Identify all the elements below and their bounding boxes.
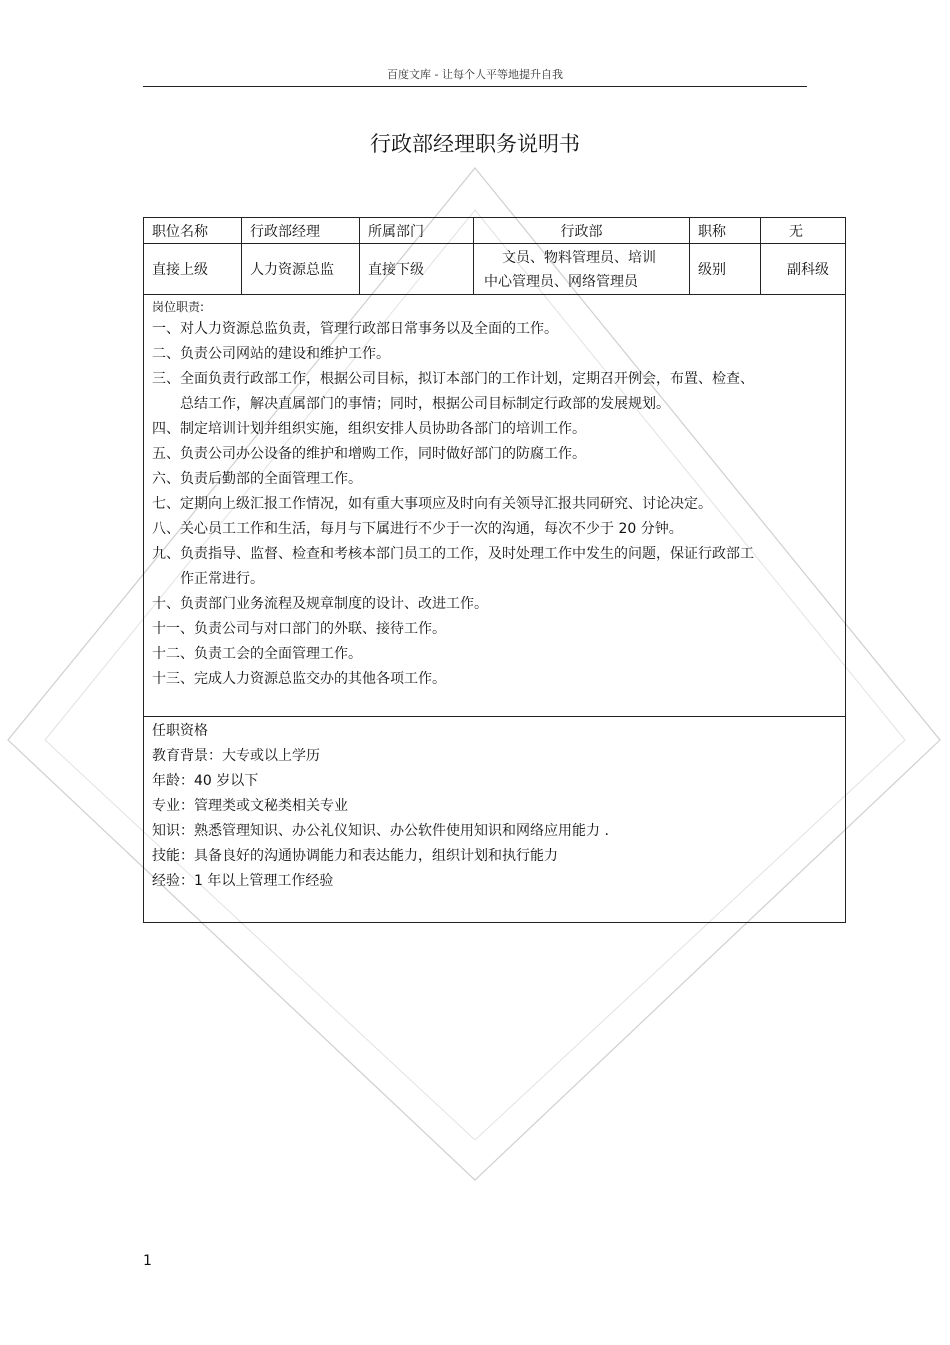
duties-section <box>144 295 845 717</box>
qualification-item <box>152 794 837 819</box>
duty-item <box>152 642 837 667</box>
subordinate-line-1: 文员、物料管理员、培训 <box>502 250 656 266</box>
duty-text: 制定培训计划并组织实施，组织安排人员协助各部门的培训工作。 <box>180 421 586 437</box>
duty-text: 负责后勤部的全面管理工作。 <box>180 471 362 487</box>
duty-number: 六、 <box>152 471 180 487</box>
duty-item <box>152 342 837 367</box>
dept-value: 行政部 <box>474 218 690 243</box>
subordinate-line-2: 中心管理员、网络管理员 <box>484 274 638 290</box>
duty-number: 八、 <box>152 521 180 537</box>
duties-heading: 岗位职责: <box>152 300 205 314</box>
duty-text: 负责公司网站的建设和维护工作。 <box>180 346 390 362</box>
subordinate-label: 直接下级 <box>360 244 474 294</box>
title-value: 无 <box>789 223 803 240</box>
qualifications-heading: 任职资格 <box>152 723 208 739</box>
qualification-item <box>152 744 837 769</box>
qualification-label: 技能： <box>152 848 194 864</box>
duty-text: 负责工会的全面管理工作。 <box>194 646 362 662</box>
duty-text: 负责指导、监督、检查和考核本部门员工的工作，及时处理工作中发生的问题，保证行政部工作正常进行。 <box>180 546 754 587</box>
subordinate-value <box>474 244 690 294</box>
duty-text: 关心员工工作和生活，每月与下属进行不少于一次的沟通，每次不少于 20 分钟。 <box>180 521 683 537</box>
info-row-1 <box>144 218 845 244</box>
info-row-2 <box>144 244 845 295</box>
duty-text: 全面负责行政部工作，根据公司目标，拟订本部门的工作计划，定期召开例会，布置、检查、总结工作，解决直属部门的事情；同时，根据公司目标制定行政部的发展规划。 <box>180 371 754 412</box>
qualification-label: 经验： <box>152 873 194 889</box>
page-header: 百度文库 - 让每个人平等地提升自我 <box>387 68 563 81</box>
qualification-item <box>152 769 837 794</box>
qualification-value: 1 年以上管理工作经验 <box>194 873 334 889</box>
duty-number: 一、 <box>152 321 180 337</box>
duty-text: 对人力资源总监负责，管理行政部日常事务以及全面的工作。 <box>180 321 558 337</box>
duty-number: 九、 <box>152 546 180 562</box>
position-label: 职位名称 <box>144 218 242 243</box>
duty-item <box>152 542 837 592</box>
qualification-value: 管理类或文秘类相关专业 <box>194 798 348 814</box>
duty-item <box>152 467 837 492</box>
position-value: 行政部经理 <box>242 218 360 243</box>
qualification-label: 年龄： <box>152 773 194 789</box>
duty-item <box>152 617 837 642</box>
duty-text: 负责公司办公设备的维护和增购工作，同时做好部门的防腐工作。 <box>180 446 586 462</box>
job-description-table <box>143 217 846 923</box>
duty-number: 五、 <box>152 446 180 462</box>
qualification-label: 知识： <box>152 823 194 839</box>
qualification-value: 大专或以上学历 <box>222 748 320 764</box>
qualification-label: 教育背景： <box>152 748 222 764</box>
grade-value: 副科级 <box>787 262 829 278</box>
duty-number: 七、 <box>152 496 180 512</box>
page-number: 1 <box>143 1253 152 1269</box>
duty-item <box>152 442 837 467</box>
duty-item <box>152 367 837 417</box>
duty-item <box>152 492 837 517</box>
duty-text: 完成人力资源总监交办的其他各项工作。 <box>194 671 446 687</box>
duty-item <box>152 417 837 442</box>
qualification-list <box>152 744 837 894</box>
header-divider <box>143 86 807 87</box>
duty-number: 三、 <box>152 371 180 387</box>
duty-item <box>152 592 837 617</box>
qualifications-section <box>144 717 845 922</box>
dept-label: 所属部门 <box>360 218 474 243</box>
duty-text: 负责公司与对口部门的外联、接待工作。 <box>194 621 446 637</box>
duty-number: 十三、 <box>152 671 194 687</box>
duty-list <box>152 317 837 692</box>
duty-number: 十、 <box>152 596 180 612</box>
duty-number: 四、 <box>152 421 180 437</box>
duty-number: 十二、 <box>152 646 194 662</box>
duty-text: 定期向上级汇报工作情况，如有重大事项应及时向有关领导汇报共同研究、讨论决定。 <box>180 496 712 512</box>
qualification-value: 40 岁以下 <box>194 773 259 789</box>
qualification-item <box>152 869 837 894</box>
qualification-item <box>152 819 837 844</box>
title-label: 职称 <box>690 218 761 243</box>
grade-label: 级别 <box>690 244 761 294</box>
superior-value: 人力资源总监 <box>242 244 360 294</box>
duty-text: 负责部门业务流程及规章制度的设计、改进工作。 <box>180 596 488 612</box>
qualification-label: 专业： <box>152 798 194 814</box>
duty-item <box>152 517 837 542</box>
qualification-value: 具备良好的沟通协调能力和表达能力，组织计划和执行能力 <box>194 848 558 864</box>
superior-label: 直接上级 <box>144 244 242 294</box>
duty-item <box>152 667 837 692</box>
qualification-item <box>152 844 837 869</box>
duty-item <box>152 317 837 342</box>
qualification-value: 熟悉管理知识、办公礼仪知识、办公软件使用知识和网络应用能力 . <box>194 823 609 839</box>
document-title: 行政部经理职务说明书 <box>370 132 580 156</box>
duty-number: 二、 <box>152 346 180 362</box>
duty-number: 十一、 <box>152 621 194 637</box>
